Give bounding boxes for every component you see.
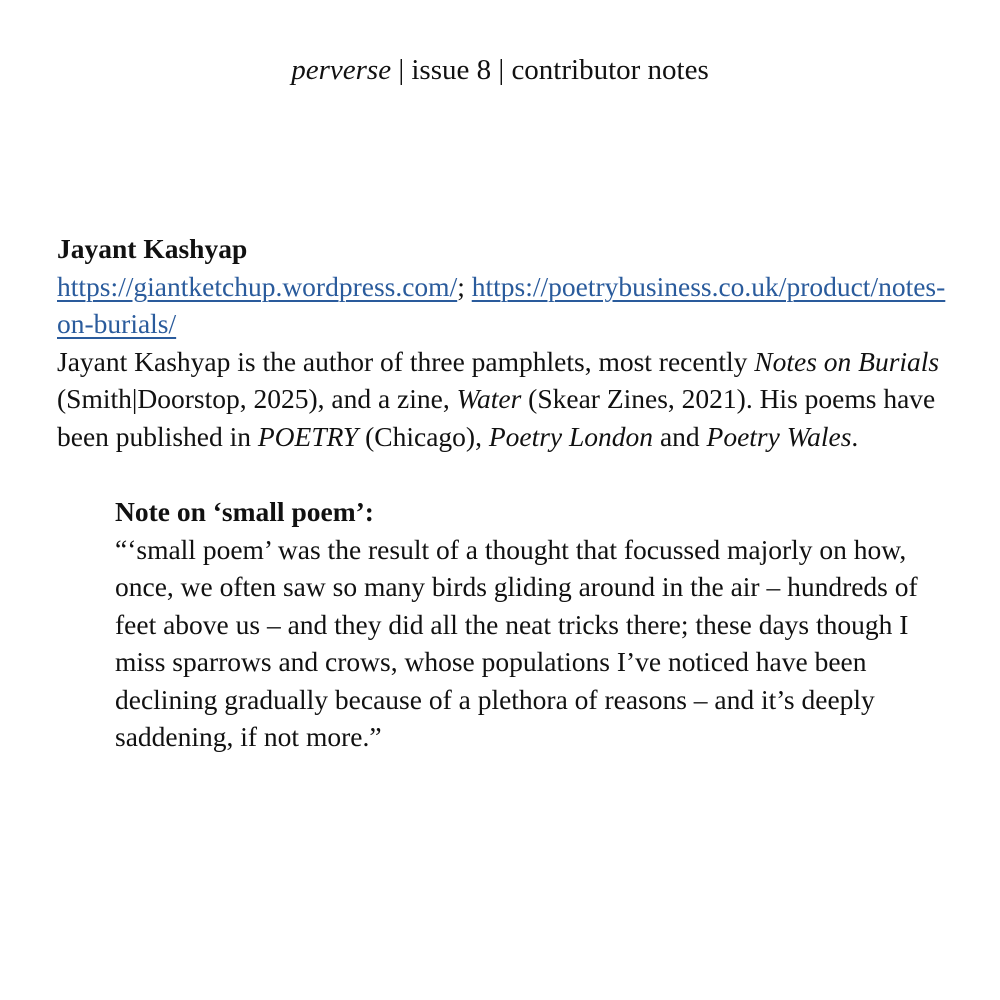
bio-text: (Skear Zines, 2021). His poems have been published in — [57, 383, 936, 452]
link-wordpress[interactable]: https://giantketchup.wordpress.com/ — [57, 270, 458, 302]
bio-title-notes-on-burials: Notes on Burials — [754, 345, 940, 377]
bio-text: . — [851, 420, 859, 452]
contributor-name: Jayant Kashyap — [57, 233, 248, 264]
bio-text: (Smith|Doorstop, 2025), and a zine, — [57, 383, 457, 414]
page-header — [0, 50, 1000, 90]
note-body: “‘small poem’ was the result of a thought that focussed majorly on how, once, we often saw so many birds gliding around in the air – hundreds of feet above us – and they did all the neat tricks there; these days though I miss sparrows and crows, whose populations I’ve noticed have been declining gradually because of a plethora of reasons – and it’s deeply saddening, if not more.” — [115, 533, 918, 752]
bio-title-water: Water — [456, 383, 522, 414]
contributor-bio — [57, 343, 947, 456]
link-poetry-business[interactable]: https://poetrybusiness.co.uk/product/notes-on-burials/ — [57, 270, 946, 339]
bio-text: (Chicago), — [358, 420, 489, 452]
contributor-entry — [57, 230, 947, 756]
header-separator: | — [391, 54, 412, 86]
contributor-links — [57, 268, 947, 343]
note-title: Note on ‘small poem’: — [115, 496, 374, 527]
bio-title-poetry-wales: Poetry Wales — [706, 420, 852, 452]
bio-title-poetry-london: Poetry London — [488, 420, 654, 452]
poem-note — [115, 493, 935, 756]
link-separator: ; — [457, 270, 472, 302]
header-separator: | — [491, 54, 512, 86]
publication-title: perverse — [291, 54, 392, 86]
section-label: contributor notes — [511, 54, 709, 86]
issue-label: issue 8 — [411, 54, 492, 86]
bio-title-poetry: POETRY — [257, 420, 359, 452]
bio-text: Jayant Kashyap is the author of three pamphlets, most recently — [57, 345, 755, 377]
bio-text: and — [653, 420, 707, 452]
